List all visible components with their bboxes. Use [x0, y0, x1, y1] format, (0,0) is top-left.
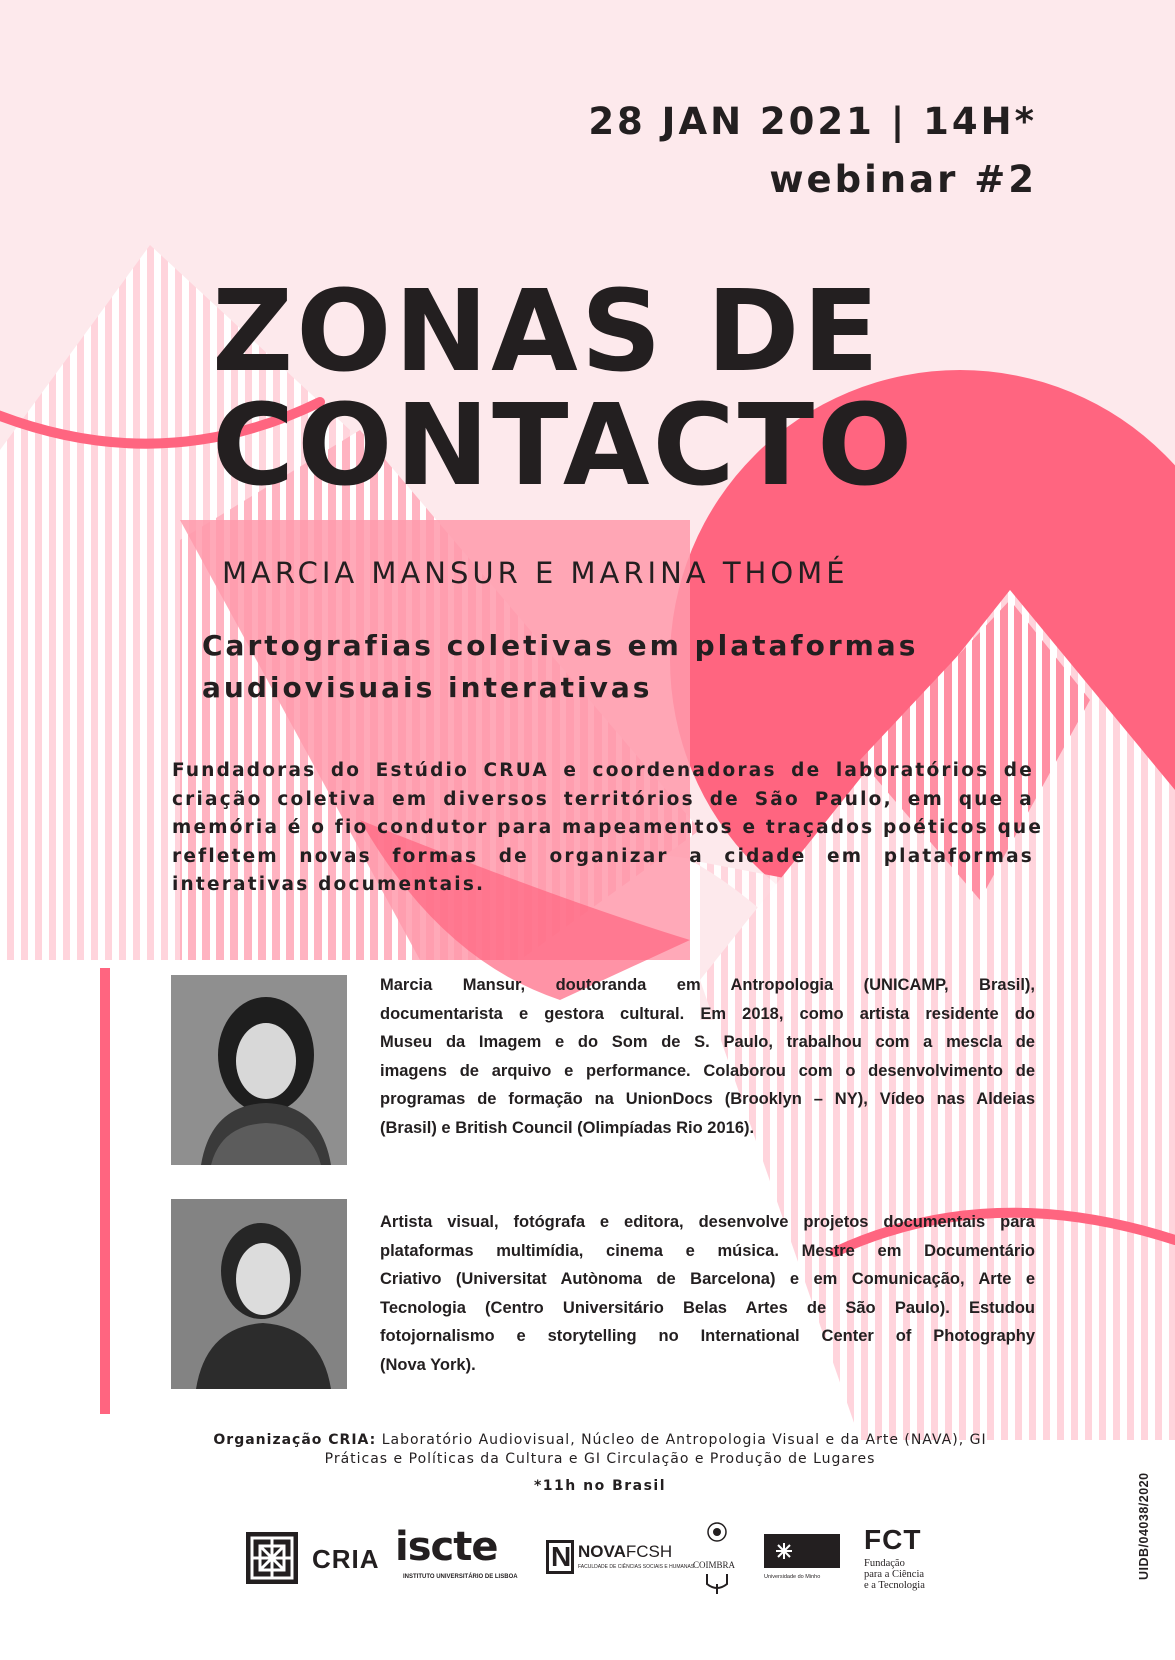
organization-line-2: Práticas e Políticas da Cultura e GI Circulação e Produção de Lugares: [324, 1451, 876, 1467]
organization-line-1: [150, 1431, 1050, 1450]
event-date-time: 28 JAN 2021 | 14H*: [588, 100, 1037, 143]
intro-line: refletem novas formas de organizar a cidade em plataformas: [172, 845, 1034, 867]
portrait-photo-marina-thome: [171, 1199, 347, 1389]
iscte-logo: [395, 1520, 525, 1590]
cria-logo: [246, 1520, 380, 1590]
webinar-number: webinar #2: [769, 158, 1037, 201]
bio-line: Tecnologia (Centro Universitário Belas Artes de São Paulo). Estudou: [380, 1298, 1035, 1317]
intro-line: interativas documentais.: [172, 874, 486, 895]
bio-line: Marcia Mansur, doutoranda em Antropologia (UNICAMP, Brasil),: [380, 976, 1035, 994]
talk-title-line-2: audiovisuais interativas: [202, 671, 653, 704]
organization-label: Organização CRIA:: [213, 1432, 377, 1448]
fct-subtitle-line: e a Tecnologia: [864, 1580, 925, 1591]
bio-marina-thome: [380, 1208, 1035, 1379]
coimbra-seal-icon: [697, 1520, 737, 1560]
bio-line: documentarista e gestora cultural. Em 2018, como artista residente do: [380, 1004, 1035, 1023]
organization-text-1: Laboratório Audiovisual, Núcleo de Antropologia Visual e da Arte (NAVA), GI: [381, 1432, 987, 1448]
intro-line: memória é o fio condutor para mapeamentos e traçados poéticos que: [172, 817, 1044, 838]
universidade-do-minho-logo: [764, 1520, 844, 1590]
fct-subtitle-line: para a Ciência: [864, 1569, 925, 1580]
minho-logo-subtitle: Universidade do Minho: [764, 1574, 821, 1580]
intro-line: criação coletiva em diversos territórios de São Paulo, em que a: [172, 788, 1034, 810]
portrait-placeholder: [171, 975, 347, 1165]
nova-n-icon: [546, 1540, 574, 1574]
portrait-placeholder: [171, 1199, 347, 1389]
bio-line: Artista visual, fotógrafa e editora, desenvolve projetos documentais para: [380, 1213, 1035, 1231]
fct-logo-subtitle: [864, 1558, 925, 1591]
coimbra-logo-text: COIMBRA: [693, 1560, 736, 1570]
fct-logo: [862, 1520, 952, 1590]
timezone-note: *11h no Brasil: [533, 1478, 667, 1494]
main-title: [212, 267, 1032, 511]
bio-line: fotojornalismo e storytelling no International Center of Photography: [380, 1327, 1035, 1345]
bio-line: Museu da Imagem e do Som de S. Paulo, trabalhou com a mescla de: [380, 1033, 1035, 1051]
coimbra-u-icon: [697, 1572, 737, 1594]
nova-n-letter: N: [551, 1541, 572, 1572]
main-title-line-1: ZONAS DE: [212, 267, 882, 397]
nova-fcsh-text: [578, 1542, 672, 1562]
speakers-accent-bar: [100, 968, 110, 1414]
main-title-line-2: CONTACTO: [212, 381, 916, 511]
bio-line: plataformas multimídia, cinema e música. Mestre em Documentário: [380, 1241, 1035, 1260]
organization-credits: [150, 1431, 1050, 1469]
fct-subtitle-line: Fundação: [864, 1558, 905, 1569]
bio-line: (Brasil) e British Council (Olimpíadas Rio 2016).: [380, 1118, 755, 1137]
intro-paragraph: [172, 757, 1044, 900]
nova-rest-text: FCSH: [625, 1542, 673, 1561]
nova-fcsh-logo: [546, 1520, 695, 1590]
portrait-photo-marcia-mansur: [171, 975, 347, 1165]
talk-title-line-1: Cartografias coletivas em plataformas: [202, 629, 919, 662]
iscte-logo-text: iscte: [395, 1524, 498, 1570]
bio-line: programas de formação na UnionDocs (Brooklyn – NY), Vídeo nas Aldeias: [380, 1090, 1035, 1108]
speaker-names: MARCIA MANSUR E MARINA THOMÉ: [222, 556, 849, 590]
funding-code: UIDB/04038/2020: [1137, 1472, 1151, 1580]
nova-fcsh-subtitle: FACULDADE DE CIÊNCIAS SOCIAIS E HUMANAS: [578, 1564, 695, 1570]
coimbra-logo: [693, 1520, 743, 1590]
cria-knot-icon: [246, 1532, 298, 1584]
bio-line: (Nova York).: [380, 1355, 476, 1374]
bio-line: Criativo (Universitat Autònoma de Barcelona) e em Comunicação, Arte e: [380, 1270, 1035, 1288]
talk-title: [202, 625, 1022, 709]
cria-logo-text: CRIA: [312, 1544, 380, 1574]
fct-logo-text: FCT: [864, 1524, 922, 1555]
iscte-logo-subtitle: INSTITUTO UNIVERSITÁRIO DE LISBOA: [403, 1574, 518, 1580]
bio-line: imagens de arquivo e performance. Colaborou com o desenvolvimento de: [380, 1061, 1035, 1080]
nova-bold-text: NOVA: [578, 1542, 626, 1561]
bio-marcia-mansur: [380, 971, 1035, 1142]
intro-line: Fundadoras do Estúdio CRUA e coordenadoras de laboratórios de: [172, 760, 1034, 781]
minho-star-icon: [764, 1534, 840, 1568]
minho-block-icon: [764, 1534, 840, 1568]
